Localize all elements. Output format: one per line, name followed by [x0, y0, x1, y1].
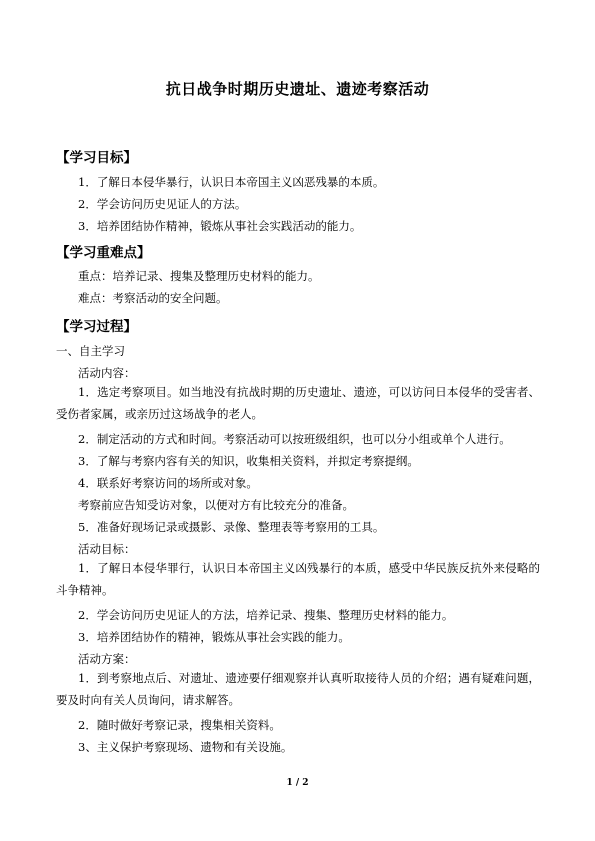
- section-heading-process: 【学习过程】: [56, 319, 137, 335]
- activity-goal-item: 3．培养团结协作的精神，锻炼从事社会实践的能力。: [78, 630, 350, 644]
- goal-item: 3．培养团结协作精神，锻炼从事社会实践活动的能力。: [78, 219, 362, 233]
- section-heading-key-points: 【学习重难点】: [56, 245, 151, 261]
- document-title: 抗日战争时期历史遗址、遗迹考察活动: [165, 80, 430, 98]
- plan-label: 活动方案：: [78, 652, 136, 666]
- plan-item: 1．到考察地点后、对遗址、遗迹要仔细观察并认真听取接待人员的介绍；遇有疑难问题，要及时向有关人员询问，请求解答。: [56, 671, 540, 707]
- content-item: 4．联系好考察访问的场所或对象。: [78, 476, 258, 490]
- goal-label: 活动目标：: [78, 542, 136, 556]
- page-number: 1 / 2: [286, 778, 309, 788]
- key-point-item: 难点：考察活动的安全问题。: [78, 291, 228, 305]
- content-item: 3．了解与考察内容有关的知识，收集相关资料，并拟定考察提纲。: [78, 454, 419, 468]
- content-item: 考察前应告知受访对象，以便对方有比较充分的准备。: [78, 498, 354, 512]
- goal-item: 2．学会访问历史见证人的方法。: [78, 197, 247, 211]
- content-item: 5．准备好现场记录或摄影、录像、整理表等考察用的工具。: [78, 520, 385, 534]
- content-item: 2．制定活动的方式和时间。考察活动可以按班级组织，也可以分小组或单个人进行。: [78, 432, 511, 446]
- key-point-item: 重点：培养记录、搜集及整理历史材料的能力。: [78, 269, 320, 283]
- goal-item: 1．了解日本侵华暴行，认识日本帝国主义凶恶残暴的本质。: [78, 175, 385, 189]
- plan-item: 3、主义保护考察现场、遗物和有关设施。: [78, 740, 293, 754]
- content-item: 1．选定考察项目。如当地没有抗战时期的历史遗址、遗迹，可以访问日本侵华的受害者、受伤者家属，或亲历过这场战争的老人。: [56, 385, 540, 421]
- section-heading-goals: 【学习目标】: [56, 150, 137, 166]
- part-title: 一、自主学习: [56, 344, 125, 358]
- activity-goal-item: 1．了解日本侵华罪行，认识日本帝国主义凶残暴行的本质，感受中华民族反抗外来侵略的斗争精神。: [56, 561, 540, 597]
- activity-goal-item: 2．学会访问历史见证人的方法，培养记录、搜集、整理历史材料的能力。: [78, 608, 454, 622]
- content-label: 活动内容：: [78, 366, 136, 380]
- plan-item: 2．随时做好考察记录，搜集相关资料。: [78, 718, 281, 732]
